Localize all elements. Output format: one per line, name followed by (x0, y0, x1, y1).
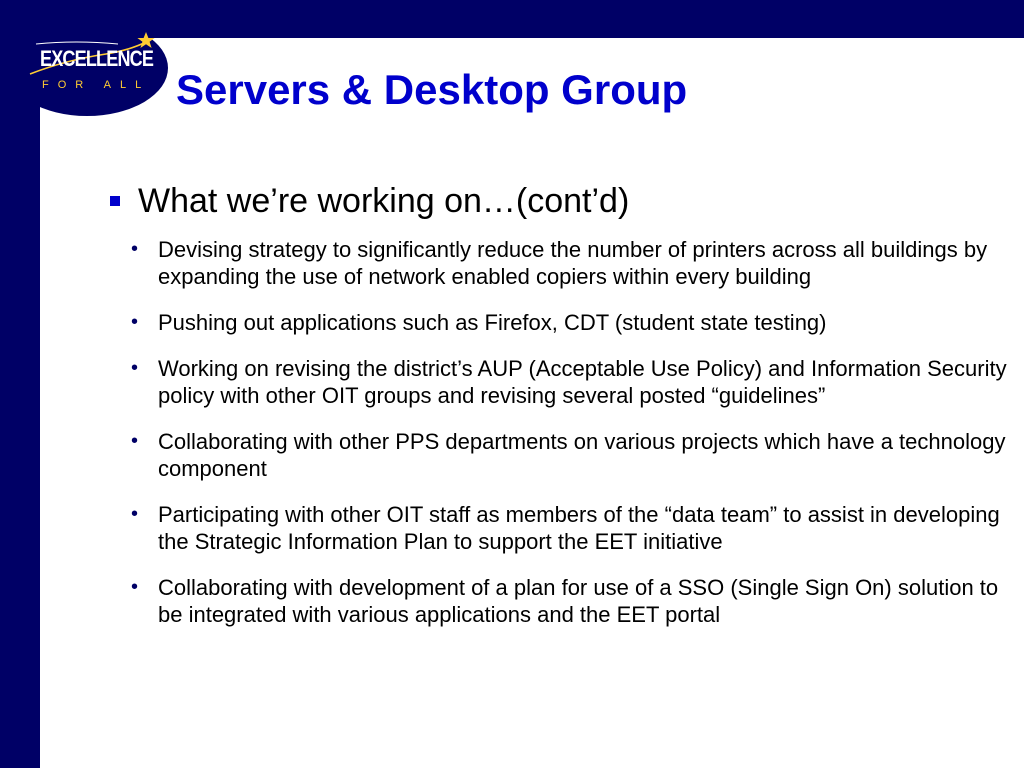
bullet-dot-icon: • (131, 357, 139, 379)
bullet-text: Collaborating with other PPS departments on various projects which have a technology component (158, 429, 1006, 481)
bullet-text: Participating with other OIT staff as members of the “data team” to assist in developing the Strategic Information Plan to support the EET initiative (158, 502, 1000, 554)
bullet-dot-icon: • (131, 576, 139, 598)
left-banner (0, 0, 40, 768)
logo-sub-text: FOR ALL (42, 79, 151, 91)
bullet-dot-icon: • (131, 238, 139, 260)
bullet-item (108, 428, 1018, 482)
slide-title: Servers & Desktop Group (176, 66, 688, 113)
bullet-item (108, 355, 1018, 409)
bullet-text: Devising strategy to significantly reduce the number of printers across all buildings by expanding the use of network enabled copiers within every building (158, 237, 988, 289)
section-heading-text: What we’re working on…(cont’d) (138, 182, 630, 220)
bullet-item (108, 236, 1018, 290)
bullet-dot-icon: • (131, 430, 139, 452)
bullet-text: Collaborating with development of a plan for use of a SSO (Single Sign On) solution to be integrated with various applications and the EET portal (158, 575, 999, 627)
bullet-text: Pushing out applications such as Firefox, CDT (student state testing) (158, 310, 827, 335)
slide-content (108, 180, 1018, 647)
square-bullet-icon (110, 196, 120, 206)
bullet-dot-icon: • (131, 503, 139, 525)
bullet-item (108, 309, 1018, 336)
section-heading (108, 180, 1018, 222)
logo-main-text: EXCELLENCE (40, 46, 154, 71)
bullet-item (108, 501, 1018, 555)
bullet-dot-icon: • (131, 311, 139, 333)
bullet-text: Working on revising the district’s AUP (Acceptable Use Policy) and Information Security policy with other OIT groups and revising several posted “guidelines” (158, 356, 1007, 408)
bullet-item (108, 574, 1018, 628)
bullet-list (108, 236, 1018, 628)
excellence-logo (26, 30, 156, 106)
